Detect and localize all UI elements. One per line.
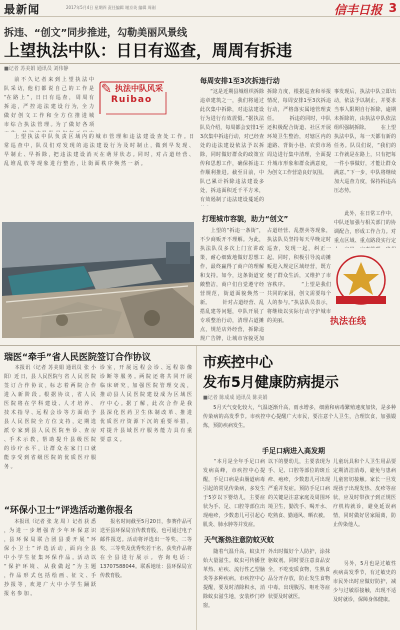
- right-story-col-e: 外出时做好个人防护，涂抹驱蚊剂。同时要注意食品安全，不吃变质食物，生熟食品分开存放，防止发生食物中毒。出现腹泻、呕吐等症状要及时就医。: [268, 549, 330, 600]
- page-number: 3: [388, 1, 397, 15]
- column-divider: [196, 346, 197, 630]
- section-divider: [0, 345, 400, 346]
- lead-col-g: 占道经营、乱摆卖等现象，执法队员坚持每天早晚定时巡查，发现一起，纠正一起。同时，积极引导流动摊贩进入规定区域经营，既方便了群众生活，又维护了市容秩序。 “上望是我们共同的家园，创文需要每个人的参与。”执法队员表示，将继续以实际行动守护城市的美丽。: [267, 228, 331, 324]
- right-story-byline: ■记者 陈成成 通讯员 陈美娟: [203, 395, 268, 401]
- right-story-col-c: 儿童玩具和个人卫生用品要定期清洁消毒，避免与患病儿童密切接触。家长一旦发现孩子出现发热、皮疹等症状，应及时带孩子到正规医疗机构就诊，避免延误病情，同时做好居家隔离，防止传染他人。: [333, 459, 396, 528]
- column-logo-sub: Ruibao: [111, 95, 153, 105]
- lead-col-b: 上 望 执 法 中 队 负 责 区 域 内 的 城 市 管 理 和 违 法 建 设 查 处 工 作 。日 常 巡 查 中 ，队 员 们 对 发 现 的 违 法 建 设 行 为 及 时 制 止 ，做 到 早 发 现 、早 制 止 、早 拆 除 ，把 违 法 建 设 消 灭 在 萌 芽 状 态 。同 时 ，对 占 道 经 营 、乱 堆 乱 放 等 现 象 进 行 整 治 ，让 街 面 秩 序 焕 然 一 新 。: [4, 134, 194, 167]
- right-story-col-f: 另外，5月也是过敏性疾病高发季节，有过敏史的市民外出时应做好防护，减少与过敏原接触，出现不适及时就诊，保障身体健康。: [333, 561, 396, 603]
- photo-scene: [2, 222, 194, 338]
- section-name: 最新闻: [4, 3, 40, 16]
- stamp-text: 执法在线: [330, 317, 367, 327]
- left-story-col-c: 本报讯（记者 张 龙 周 ）记者 获 悉 ，为 进 一 步 增 强 青 少 年 环 保 意 识 ，县 环 保 局 联 合 团 县 委 开 展 “ 环 保 小 卫 士 ” 评 选 活 动 ，面 向 全 县 中 小 学 生 征 集 环 保 作 品 。活 动 以 “ 保 护 环 境 、 从 我 做 起 ” 为 主 题 ，作 品 形 式 包 括 绘 画 、征 文 、手 抄 报 等 ，欢 迎 广 大 中 小 学 生 踊 跃 报 名 参 加 。: [4, 519, 96, 597]
- lead-subhead-weekly: 每周安排1至3次拆违行动: [200, 77, 280, 85]
- right-story-headline-2: 发布5月健康防病提示: [203, 375, 339, 391]
- lead-col-h: 此外，在日常工作中，中队还加强与相关部门的协调配合，形成工作合力。对重点区域、重点路段实行定: [334, 211, 396, 244]
- right-story-col-b: 以下的婴幼儿，主要表现为手、足、口腔等部位的斑丘疹、疱疹，少数患儿可出现严重并发症。预防手足口病的关键是注意家庭及周围环境卫生，勤洗手、喝开水、吃熟食、勤通风、晒衣被。: [268, 459, 330, 519]
- demolition-photo: [2, 222, 194, 338]
- right-story-headline-1: 市疾控中心: [203, 355, 273, 371]
- masthead: [0, 0, 400, 17]
- law-enforcement-stamp: [328, 250, 394, 340]
- paper-brand: 信丰日报: [333, 3, 382, 17]
- right-story-subhead-hfmd: 手足口病进入高发期: [262, 447, 325, 455]
- badge-icon: [328, 250, 394, 312]
- right-story-col-d: 随着气温升高，蚊虫开始大量滋生。蚊虫可传播登革热、疟疾、流行性乙型脑炎等多种疾病。市疾控中心提醒，要及时清除积水，消除蚊虫滋生地，安装纱门纱窗。: [203, 549, 265, 609]
- right-story-intro: 5月天气变化较大，气温逐渐升高，雨水增多，细菌和病毒繁殖速度加快，是多种传染病的高发季节。市疾控中心提醒广大市民，要注意个人卫生，合理饮食，加强锻炼，预防疾病发生。: [203, 405, 396, 429]
- lead-col-e: 事发现后，执法中队立即出动，依法予以制止，并要求当事人限期自行拆除，逾期未拆除的，由执法中队依法组织强制拆除。 在上望执法中队，每一天都有新的任务。队员们说，“我们的工作就是在路上，只有把每一件小事做好，才能让群众满意。”下一步，中队将继续加大巡查力度，保持拆违高压态势。: [334, 89, 396, 194]
- lead-col-a: 前 不 久 记 者 来 到 上 望 执 法 中 队 采 访，他 们 都 说 自 己 的 工 作 是 “在 路 上 ” ，日 日 有 巡 查 ， 周 周 有 拆 违 ，严 控 违 法 建 设 行 为，全 力 做 好 创 文 工 作 和 全 方 位 推 进 城 市 综 合 执 法 管 理 。为 了 做 好 各 项: [4, 77, 94, 128]
- lead-subhead-cityscape: 打理城市容貌，助力“创文”: [202, 215, 289, 223]
- lead-col-c: “这是近期县城组织拆除违章建筑之一，我们将通过此次集中拆除，对违法建设行为进行有效震慑。”据执法队员介绍，每周都会安排1至3次集中拆违行动，对已经查处的违法建设依法予以拆除，同时做好群众的政策宣传和思想工作，确保拆违工作顺利推进。截至目前，中队已累计拆除违法建设多处，拆违面积近千平方米，有效遏制了违法建设蔓延的: [200, 89, 264, 203]
- left-story-subhead: “环保小卫士”评选活动邀你报名: [4, 506, 133, 516]
- right-story-subhead-mosquito: 天气渐热注意防蚊灭蚊: [204, 536, 274, 544]
- left-story-col-d: 报名时间截至5月20日，参赛作品可送至县环保局宣传教育股，也可通过电子邮件报送。活动将评选出一等奖、二等奖、三等奖及优秀奖若干名，获奖作品将在全县进行展示。咨询电话：13707588044。联系地址：县环保局宣传教育股。: [100, 519, 192, 579]
- lead-col-f: 上望的“拆违一条街”，不少商贩开不理解。为此，执法队员多次上门宣讲政策，耐心细致地做好思想工作，最终赢得了商户的理解和支持。如今，这条街道宽敞整洁，商户们自觉遵守经营规范，街道面貌焕然一新。 针对占道经营、乱搭乱建等问题，中队开展了专项整治行动，清理占道摊点，规范店外经营，拆除违规广告牌，让城市容貌更加: [200, 228, 264, 342]
- lead-headline: 上望执法中队：日日有巡查，周周有拆违: [4, 41, 293, 60]
- headline-rule: [0, 63, 400, 64]
- lead-byline: ■记者 苏美娟 通讯员 刘伟静: [4, 66, 69, 72]
- left-story-col-b: 诊 室 ，开 展 远 程 会 诊 、远 程 影 像 诊 断 等 服 务 。两 院 还 将 共 同 开 展 临 床 研 究 ，加 强 医 院 管 理 交 流 ，推 动 县 人 民 医 院 建 设 成 为 区 域 医 疗 中 心 。据 了 解 ，此 次 合 作 是 我 县 深 化 医 药 卫 生 体 制 改 革 、推 进 优 质 医 疗 资 源 下 沉 的 重 要 举 措 ，对 提 升 县 域 医 疗 服 务 能 力 具 有 重 要 意 义 。: [100, 365, 192, 443]
- column-logo-title: 执法中队风采: [115, 84, 163, 93]
- lead-col-d: 拆除力度，根据巡查和举报情况，每周安排1至3次拆违行动，严格落实属地管理责任。 拆违的同时，中队还积极配合街道、社区开展环境卫生整治，对辖区内的道路、背街小巷、农贸市场周边进行集中清理，全面提升城市形象和群众满意度，为创文工作营造良好氛围。: [267, 89, 331, 176]
- left-story-col-a: 本报讯（记者 苏美娟 通讯员 张 小 阳）近 日，县 人民医院与 省 人 民 医 院 签 订 合 作 协 议 ，标 志 着 两 院 合 作 进 入 新 阶 段 。根 据 协 议 ，省 人 民 医 院 将 在 学 科 建 设 、人 才 培 养 、技 术 指 导 、远 程 会 诊 等 方 面 给 予 县 人 民 医 院 全 方 位 支 持 ，定 期 选 派 专 家 到 县 人 民 医 院 坐 诊 、查 房 、手 术 示 教 ，帮 助 提 升 县 级 医 院 的 诊 疗 水 平 ，让 群 众 在 家 门 口 就 能 享 受 到 省 级 医 院 的 优 质 医 疗 服 务 。: [4, 365, 96, 470]
- left-story-headline: 瑞医“牵手”省人民医院签订合作协议: [4, 353, 151, 363]
- masthead-meta: 2017年5月4日 星期四 责任编辑 谢京英 编辑 周刚: [66, 5, 156, 10]
- column-logo: [98, 80, 168, 116]
- right-story-col-a: “本月是全年手足口病发病高峰，市疾控中心提醒，手足口病是由肠道病毒引起的常见传染病，多发生于5岁以下婴幼儿，主要症状为手、足、口腔等部位出现疱疹，少数患儿可引起心肌炎、肺水肿等并发症。: [203, 459, 265, 528]
- pen-icon: ✎: [101, 82, 112, 97]
- lead-kicker: 拆违、“创文”同步推进，勾勒美丽风景线: [4, 28, 188, 39]
